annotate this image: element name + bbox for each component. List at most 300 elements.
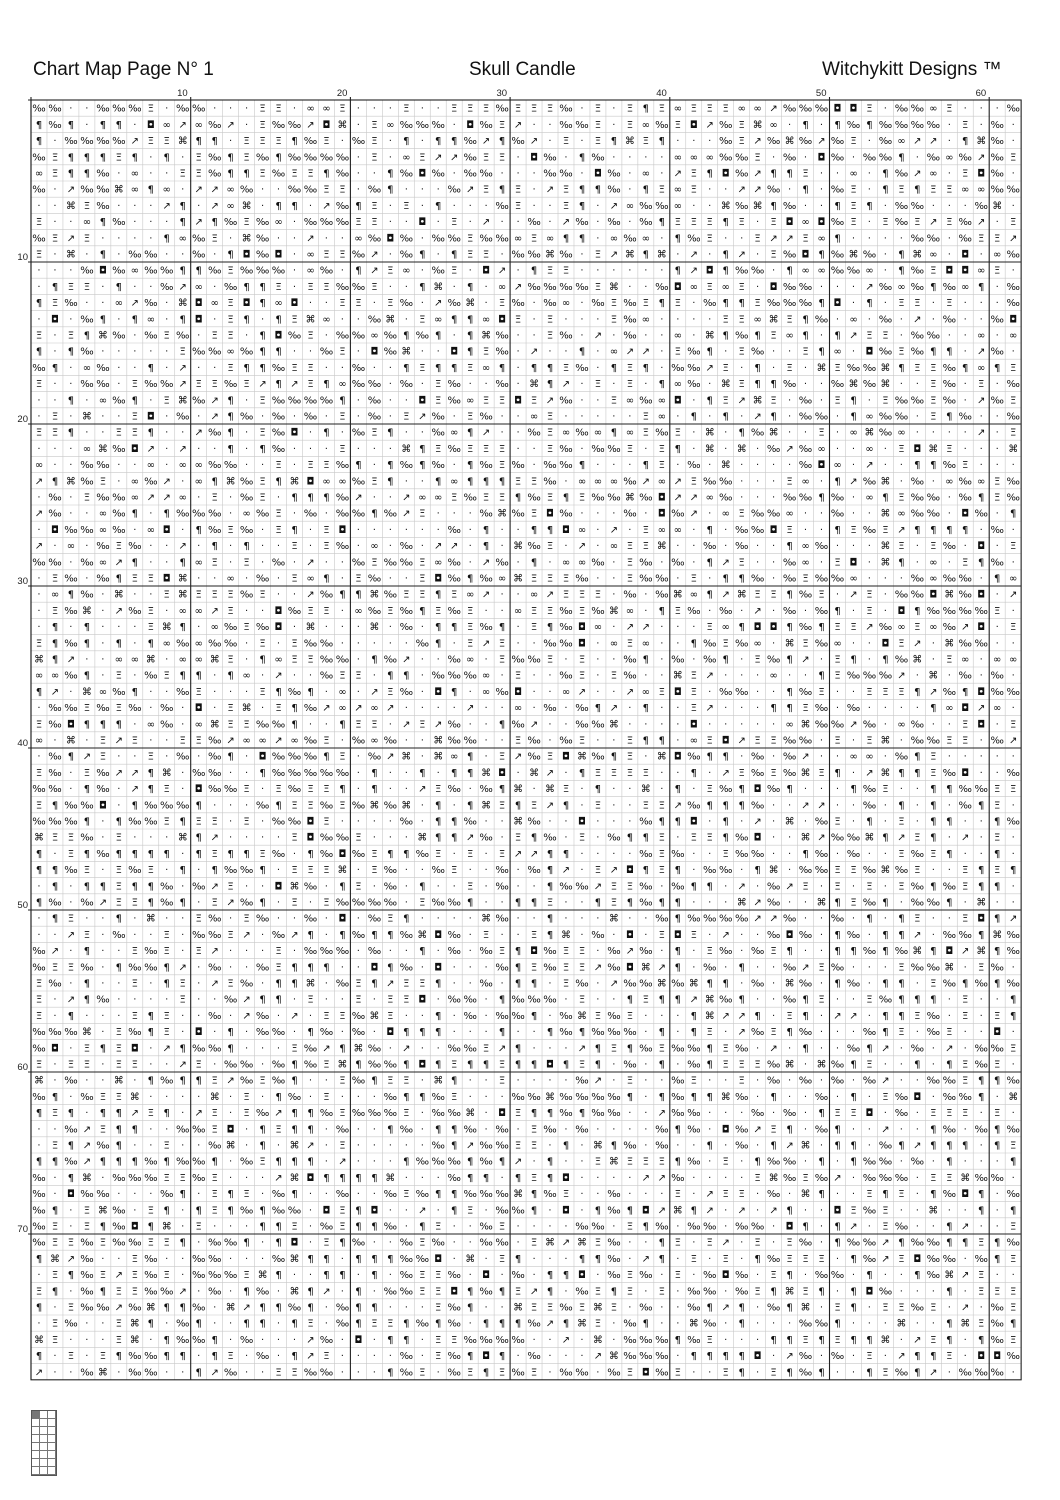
- stitch-symbol: ‰: [655, 281, 669, 293]
- stitch-symbol: ·: [261, 1172, 265, 1184]
- stitch-symbol: ‰: [144, 1253, 158, 1265]
- stitch-symbol: ¶: [419, 767, 426, 779]
- stitch-symbol: ‰: [144, 1270, 158, 1282]
- stitch-symbol: ◘: [657, 492, 666, 504]
- stitch-symbol: ·: [1011, 168, 1015, 180]
- stitch-symbol: ⌘: [704, 427, 715, 439]
- stitch-symbol: Ξ: [259, 638, 266, 650]
- stitch-symbol: ‰: [543, 1124, 557, 1136]
- stitch-symbol: ¶: [658, 735, 665, 747]
- stitch-symbol: ‰: [766, 1059, 781, 1071]
- stitch-symbol: ‰: [734, 1140, 749, 1152]
- stitch-symbol: ‰: [862, 152, 877, 164]
- stitch-symbol: Ξ: [690, 929, 697, 941]
- stitch-symbol: ‰: [814, 1270, 829, 1282]
- stitch-symbol: ·: [356, 1189, 360, 1201]
- stitch-symbol: ¶: [898, 913, 905, 925]
- stitch-symbol: ¶: [243, 314, 250, 326]
- stitch-symbol: ‰: [431, 1091, 445, 1103]
- stitch-symbol: Ξ: [131, 1286, 138, 1298]
- stitch-symbol: ‰: [383, 865, 398, 877]
- stitch-symbol: ·: [564, 816, 568, 828]
- stitch-symbol: ¶: [946, 346, 953, 358]
- stitch-symbol: ¶: [467, 460, 474, 472]
- stitch-symbol: ‰: [543, 298, 557, 310]
- stitch-symbol: Ξ: [435, 1334, 442, 1346]
- stitch-symbol: ↗: [705, 670, 714, 682]
- stitch-symbol: ·: [149, 1059, 153, 1071]
- stitch-symbol: ↗: [609, 524, 619, 536]
- stitch-symbol: ‰: [910, 881, 925, 893]
- stitch-symbol: Ξ: [674, 217, 681, 229]
- stitch-symbol: ¶: [147, 1027, 154, 1039]
- stitch-symbol: ‰: [974, 1172, 988, 1184]
- stitch-symbol: ·: [404, 767, 408, 779]
- stitch-symbol: Ξ: [323, 1010, 330, 1022]
- stitch-symbol: ·: [292, 281, 297, 293]
- stitch-symbol: ‰: [319, 395, 334, 407]
- stitch-symbol: ‰: [96, 103, 110, 115]
- stitch-symbol: ·: [708, 929, 712, 941]
- stitch-symbol: Ξ: [323, 460, 330, 472]
- stitch-symbol: ·: [548, 686, 552, 698]
- stitch-symbol: ↗: [130, 784, 139, 796]
- stitch-symbol: Ξ: [978, 962, 985, 974]
- stitch-symbol: ·: [53, 1010, 57, 1022]
- stitch-symbol: ⌘: [161, 767, 172, 779]
- stitch-symbol: ↗: [753, 897, 762, 909]
- stitch-symbol: ·: [261, 816, 265, 828]
- stitch-symbol: ·: [197, 622, 201, 634]
- stitch-symbol: ·: [117, 946, 121, 958]
- stitch-symbol: ↗: [849, 589, 858, 601]
- stitch-symbol: ↗: [961, 622, 970, 634]
- stitch-symbol: ‰: [48, 719, 62, 731]
- stitch-symbol: Ξ: [243, 1108, 250, 1120]
- stitch-symbol: ·: [245, 119, 249, 131]
- stitch-symbol: ·: [612, 784, 616, 796]
- stitch-symbol: Ξ: [227, 703, 234, 715]
- stitch-symbol: Ξ: [882, 1221, 889, 1233]
- stitch-symbol: ∞: [146, 719, 155, 731]
- stitch-symbol: ¶: [786, 622, 793, 634]
- stitch-symbol: ‰: [814, 848, 829, 860]
- stitch-symbol: ·: [261, 1091, 265, 1103]
- stitch-symbol: ·: [1011, 1270, 1015, 1282]
- stitch-symbol: Ξ: [243, 1189, 250, 1201]
- stitch-symbol: ↗: [481, 136, 491, 148]
- stitch-symbol: ‰: [399, 168, 414, 180]
- stitch-symbol: ¶: [403, 670, 410, 682]
- stitch-symbol: Ξ: [642, 136, 649, 148]
- stitch-symbol: ·: [484, 298, 488, 310]
- stitch-symbol: Ξ: [818, 589, 825, 601]
- stitch-symbol: ⌘: [720, 379, 731, 391]
- stitch-symbol: ¶: [658, 298, 665, 310]
- stitch-symbol: ·: [756, 670, 760, 682]
- stitch-symbol: ¶: [882, 832, 889, 844]
- stitch-symbol: Ξ: [546, 330, 554, 342]
- stitch-symbol: ↗: [306, 557, 315, 569]
- stitch-symbol: Ξ: [275, 508, 282, 520]
- stitch-symbol: Ξ: [323, 1059, 330, 1071]
- stitch-symbol: Ξ: [275, 703, 282, 715]
- stitch-symbol: ⌘: [752, 119, 763, 131]
- stitch-symbol: ↗: [705, 119, 714, 131]
- stitch-symbol: ‰: [431, 233, 445, 245]
- stitch-symbol: ·: [596, 314, 600, 326]
- stitch-symbol: ·: [532, 184, 536, 196]
- stitch-symbol: ⌘: [800, 1189, 811, 1201]
- stitch-symbol: ·: [388, 152, 392, 164]
- stitch-symbol: Ξ: [227, 298, 234, 310]
- stitch-symbol: ‰: [367, 913, 382, 925]
- stitch-symbol: Ξ: [482, 1043, 490, 1055]
- stitch-symbol: ∞: [753, 314, 762, 326]
- stitch-symbol: ·: [324, 1156, 328, 1168]
- stitch-symbol: ◘: [242, 249, 251, 261]
- stitch-symbol: ¶: [435, 1189, 442, 1201]
- stitch-symbol: ·: [261, 460, 265, 472]
- stitch-symbol: ‰: [990, 686, 1004, 698]
- stitch-symbol: ¶: [738, 1318, 745, 1330]
- stitch-symbol: ·: [420, 654, 424, 666]
- stitch-symbol: ‰: [175, 1318, 190, 1330]
- stitch-symbol: ↗: [146, 443, 155, 455]
- stitch-symbol: ‰: [335, 217, 350, 229]
- stitch-symbol: ·: [452, 962, 456, 974]
- stitch-symbol: ·: [181, 1010, 185, 1022]
- stitch-symbol: ·: [1011, 557, 1015, 569]
- stitch-symbol: ·: [420, 346, 424, 358]
- stitch-symbol: ·: [963, 897, 967, 909]
- stitch-symbol: ¶: [259, 298, 266, 310]
- stitch-symbol: Ξ: [275, 281, 282, 293]
- stitch-symbol: ·: [388, 1140, 392, 1152]
- stitch-symbol: ⌘: [369, 800, 380, 812]
- stitch-symbol: ·: [995, 298, 999, 310]
- stitch-symbol: ·: [388, 1302, 392, 1314]
- stitch-symbol: ¶: [419, 881, 426, 893]
- stitch-symbol: Ξ: [339, 1075, 346, 1087]
- stitch-symbol: ¶: [243, 1318, 250, 1330]
- stitch-symbol: ·: [963, 1027, 967, 1039]
- stitch-symbol: ·: [420, 703, 424, 715]
- stitch-symbol: ‰: [766, 184, 781, 196]
- stitch-symbol: Ξ: [1010, 1043, 1017, 1055]
- stitch-symbol: ·: [835, 800, 840, 812]
- stitch-symbol: ·: [324, 1189, 328, 1201]
- stitch-symbol: ·: [772, 573, 776, 585]
- stitch-symbol: ·: [85, 913, 89, 925]
- stitch-symbol: ↗: [881, 1043, 890, 1055]
- stitch-symbol: ↗: [290, 379, 299, 391]
- stitch-symbol: ·: [564, 832, 568, 844]
- stitch-symbol: ·: [756, 1270, 760, 1282]
- stitch-symbol: ⌘: [640, 962, 651, 974]
- stitch-symbol: ¶: [530, 897, 538, 909]
- stitch-symbol: ‰: [575, 362, 589, 374]
- stitch-symbol: ·: [149, 1043, 153, 1055]
- stitch-symbol: ‰: [447, 946, 461, 958]
- stitch-symbol: Ξ: [834, 557, 841, 569]
- stitch-symbol: ·: [612, 1318, 616, 1330]
- stitch-symbol: ‰: [303, 1059, 318, 1071]
- stitch-symbol: Ξ: [882, 330, 889, 342]
- stitch-symbol: ‰: [207, 1286, 222, 1298]
- stitch-symbol: ‰: [926, 233, 941, 245]
- stitch-symbol: ∞: [705, 152, 714, 164]
- stitch-symbol: ¶: [403, 330, 410, 342]
- stitch-symbol: ‰: [543, 638, 557, 650]
- stitch-symbol: ◘: [865, 1286, 874, 1298]
- stitch-symbol: ‰: [32, 362, 46, 374]
- stitch-symbol: ‰: [287, 784, 302, 796]
- stitch-symbol: ·: [261, 524, 265, 536]
- stitch-symbol: ¶: [339, 719, 346, 731]
- stitch-symbol: ∞: [274, 217, 283, 229]
- stitch-symbol: Ξ: [227, 881, 234, 893]
- stitch-symbol: ‰: [607, 1270, 621, 1282]
- stitch-symbol: ↗: [370, 249, 379, 261]
- stitch-symbol: ⌘: [145, 913, 156, 925]
- stitch-symbol: Ξ: [498, 1221, 506, 1233]
- stitch-symbol: ·: [53, 1059, 57, 1071]
- stitch-symbol: ⌘: [912, 946, 923, 958]
- stitch-symbol: ‰: [319, 217, 334, 229]
- stitch-symbol: ·: [740, 946, 744, 958]
- stitch-symbol: ¶: [467, 346, 474, 358]
- stitch-symbol: ‰: [399, 1270, 414, 1282]
- stitch-symbol: ·: [548, 1140, 552, 1152]
- stitch-symbol: Ξ: [994, 492, 1001, 504]
- stitch-symbol: ‰: [734, 638, 749, 650]
- stitch-symbol: ∞: [817, 265, 826, 277]
- stitch-symbol: ·: [883, 1351, 887, 1363]
- stitch-symbol: ‰: [974, 200, 988, 212]
- stitch-symbol: ·: [963, 848, 967, 860]
- stitch-symbol: ¶: [291, 1351, 298, 1363]
- stitch-symbol: ¶: [163, 152, 170, 164]
- stitch-symbol: ‰: [527, 427, 541, 439]
- stitch-symbol: ·: [324, 913, 328, 925]
- stitch-symbol: Ξ: [99, 751, 107, 763]
- stitch-symbol: ·: [181, 1205, 185, 1217]
- stitch-symbol: ¶: [818, 670, 825, 682]
- stitch-symbol: ∞: [689, 281, 698, 293]
- stitch-symbol: Ξ: [962, 735, 969, 747]
- stitch-symbol: ¶: [962, 362, 969, 374]
- stitch-symbol: ↗: [705, 703, 714, 715]
- stitch-symbol: ‰: [990, 735, 1004, 747]
- stitch-symbol: ◘: [194, 314, 203, 326]
- stitch-symbol: ¶: [658, 897, 665, 909]
- stitch-symbol: ¶: [834, 119, 841, 131]
- stitch-symbol: ·: [37, 411, 41, 423]
- stitch-symbol: ⌘: [944, 589, 955, 601]
- stitch-symbol: ‰: [974, 1253, 988, 1265]
- stitch-symbol: ·: [676, 1318, 680, 1330]
- stitch-symbol: ·: [181, 784, 185, 796]
- stitch-symbol: Ξ: [227, 654, 234, 666]
- stitch-symbol: ·: [420, 816, 424, 828]
- stitch-symbol: Ξ: [738, 508, 745, 520]
- stitch-symbol: ◘: [322, 119, 331, 131]
- stitch-symbol: ·: [69, 1286, 73, 1298]
- stitch-symbol: ·: [580, 1351, 584, 1363]
- stitch-symbol: ·: [292, 1027, 297, 1039]
- stitch-symbol: ‰: [383, 800, 398, 812]
- stitch-symbol: Ξ: [115, 1286, 122, 1298]
- stitch-symbol: ‰: [447, 379, 461, 391]
- stitch-symbol: ·: [436, 184, 440, 196]
- stitch-symbol: ¶: [259, 346, 266, 358]
- stitch-symbol: Ξ: [786, 314, 793, 326]
- stitch-symbol: ‰: [80, 897, 94, 909]
- stitch-symbol: ‰: [798, 298, 813, 310]
- stitch-symbol: ·: [532, 1253, 536, 1265]
- stitch-symbol: ‰: [798, 411, 813, 423]
- stitch-symbol: ¶: [834, 1221, 841, 1233]
- stitch-symbol: ·: [644, 913, 648, 925]
- stitch-symbol: ¶: [147, 184, 154, 196]
- stitch-symbol: Ξ: [674, 427, 681, 439]
- stitch-symbol: ¶: [179, 557, 186, 569]
- stitch-symbol: ·: [724, 1140, 728, 1152]
- stitch-symbol: ‰: [48, 816, 62, 828]
- stitch-symbol: Ξ: [802, 703, 809, 715]
- stitch-symbol: ·: [213, 362, 217, 374]
- stitch-symbol: ·: [963, 443, 967, 455]
- stitch-symbol: ‰: [543, 962, 557, 974]
- stitch-symbol: ·: [53, 1124, 57, 1136]
- stitch-symbol: ·: [772, 994, 776, 1006]
- stitch-symbol: ¶: [371, 978, 378, 990]
- stitch-symbol: ‰: [447, 443, 461, 455]
- stitch-symbol: Ξ: [658, 848, 665, 860]
- stitch-symbol: ·: [292, 557, 297, 569]
- stitch-symbol: ·: [1011, 881, 1015, 893]
- stitch-symbol: ·: [851, 735, 856, 747]
- stitch-symbol: ¶: [131, 508, 138, 520]
- stitch-symbol: ¶: [323, 492, 330, 504]
- stitch-symbol: ¶: [866, 298, 873, 310]
- stitch-symbol: ¶: [131, 1124, 138, 1136]
- stitch-symbol: Ξ: [802, 168, 809, 180]
- stitch-symbol: ‰: [894, 1108, 909, 1120]
- stitch-symbol: ·: [436, 508, 440, 520]
- stitch-symbol: ·: [740, 411, 744, 423]
- stitch-symbol: Ξ: [403, 200, 410, 212]
- stitch-symbol: ‰: [255, 962, 270, 974]
- stitch-symbol: ‰: [878, 427, 893, 439]
- stitch-symbol: ‰: [303, 913, 318, 925]
- stitch-symbol: ¶: [291, 1075, 298, 1087]
- stitch-symbol: ·: [740, 476, 744, 488]
- stitch-symbol: ‰: [575, 719, 589, 731]
- stitch-symbol: ‰: [367, 1059, 382, 1071]
- stitch-symbol: Ξ: [850, 1205, 857, 1217]
- stitch-symbol: ·: [197, 1010, 201, 1022]
- stitch-symbol: ·: [372, 1091, 376, 1103]
- stitch-symbol: Ξ: [99, 1124, 107, 1136]
- stitch-symbol: ‰: [543, 946, 557, 958]
- stitch-symbol: ◘: [226, 1124, 235, 1136]
- stitch-symbol: ·: [500, 427, 504, 439]
- stitch-symbol: ·: [468, 719, 472, 731]
- stitch-symbol: ·: [484, 1108, 488, 1120]
- stitch-symbol: ·: [819, 476, 824, 488]
- stitch-symbol: ∞: [689, 589, 698, 601]
- stitch-symbol: ‰: [846, 265, 861, 277]
- stitch-symbol: ‰: [319, 1334, 334, 1346]
- stitch-symbol: ↗: [466, 1140, 475, 1152]
- stitch-symbol: Ξ: [578, 670, 586, 682]
- stitch-symbol: ¶: [850, 654, 857, 666]
- stitch-symbol: Ξ: [930, 362, 937, 374]
- stitch-symbol: ◘: [306, 1172, 315, 1184]
- stitch-symbol: ·: [261, 1237, 265, 1249]
- stitch-symbol: ·: [835, 411, 840, 423]
- stitch-symbol: ·: [500, 411, 504, 423]
- stitch-symbol: ‰: [974, 1124, 988, 1136]
- stitch-symbol: ‰: [766, 1253, 781, 1265]
- stitch-symbol: ·: [340, 557, 344, 569]
- stitch-symbol: ¶: [467, 427, 474, 439]
- stitch-symbol: ‰: [239, 411, 254, 423]
- stitch-symbol: ¶: [451, 1189, 458, 1201]
- stitch-symbol: ↗: [593, 1075, 603, 1087]
- stitch-symbol: Ξ: [291, 573, 298, 585]
- stitch-symbol: Ξ: [339, 443, 346, 455]
- stitch-symbol: ·: [883, 1318, 887, 1330]
- stitch-symbol: ¶: [467, 476, 474, 488]
- stitch-symbol: ·: [788, 832, 792, 844]
- stitch-symbol: ‰: [319, 1108, 334, 1120]
- stitch-symbol: ‰: [415, 119, 430, 131]
- stitch-symbol: ¶: [642, 184, 649, 196]
- stitch-symbol: ‰: [287, 152, 302, 164]
- stitch-symbol: ⌘: [736, 589, 747, 601]
- stitch-symbol: ·: [500, 168, 504, 180]
- stitch-symbol: ¶: [706, 524, 713, 536]
- stitch-symbol: ¶: [467, 751, 474, 763]
- stitch-symbol: ·: [372, 816, 376, 828]
- stitch-symbol: ¶: [115, 1124, 122, 1136]
- stitch-symbol: ¶: [866, 119, 873, 131]
- stitch-symbol: Ξ: [435, 1302, 442, 1314]
- stitch-symbol: ·: [947, 200, 951, 212]
- stitch-symbol: Ξ: [227, 524, 234, 536]
- stitch-symbol: ‰: [191, 346, 206, 358]
- stitch-symbol: ·: [835, 1091, 840, 1103]
- stitch-symbol: ·: [324, 929, 328, 941]
- stitch-symbol: ↗: [114, 557, 123, 569]
- stitch-symbol: ·: [708, 767, 712, 779]
- stitch-symbol: ·: [500, 605, 504, 617]
- stitch-symbol: ‰: [750, 1221, 765, 1233]
- stitch-symbol: ·: [292, 994, 297, 1006]
- stitch-symbol: Ξ: [514, 184, 522, 196]
- stitch-symbol: ¶: [131, 686, 138, 698]
- stitch-symbol: ·: [724, 1318, 728, 1330]
- stitch-symbol: ‰: [48, 784, 62, 796]
- stitch-symbol: Ξ: [882, 686, 889, 698]
- stitch-symbol: Ξ: [898, 1027, 905, 1039]
- stitch-symbol: Ξ: [259, 686, 266, 698]
- stitch-symbol: ¶: [770, 200, 777, 212]
- stitch-symbol: ¶: [978, 929, 985, 941]
